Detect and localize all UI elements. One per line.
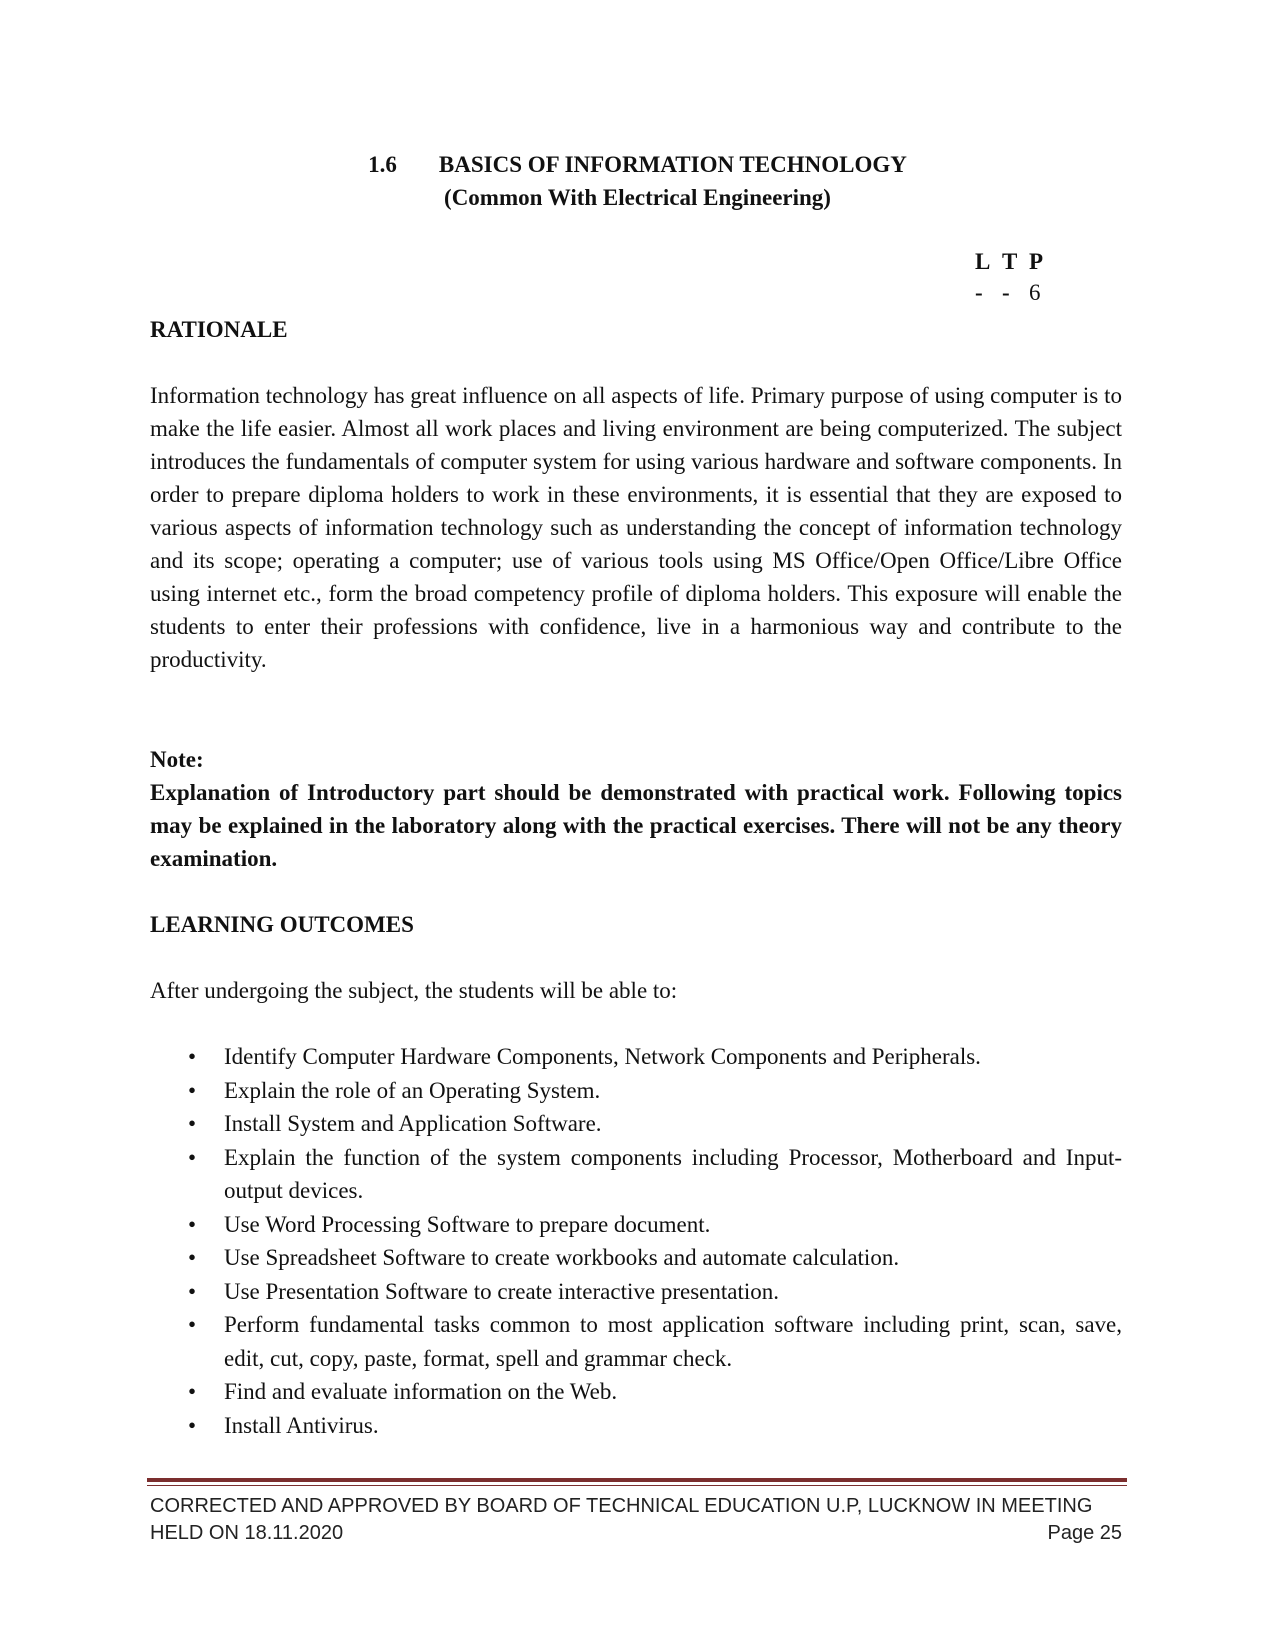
list-item — [150, 1107, 1122, 1141]
bullet-icon: • — [188, 1044, 197, 1069]
bullet-icon: • — [188, 1245, 197, 1270]
list-item — [150, 1040, 1122, 1074]
list-item-text: Use Spreadsheet Software to create workbooks and automate calculation. — [224, 1245, 900, 1270]
list-item-text: Install Antivirus. — [224, 1412, 379, 1438]
title-block — [0, 148, 1275, 214]
list-item-text: Identify Computer Hardware Components, Network Components and Peripherals. — [224, 1044, 981, 1069]
footer-meeting-date: HELD ON 18.11.2020 — [150, 1522, 344, 1544]
page-number: Page 25 — [1047, 1522, 1122, 1544]
page-title: BASICS OF INFORMATION TECHNOLOGY — [438, 152, 907, 177]
ltp-value-l: - — [975, 280, 983, 305]
list-item-text: Find and evaluate information on the Web. — [224, 1379, 618, 1404]
list-item — [150, 1241, 1122, 1275]
ltp-value-p: 6 — [1029, 280, 1041, 305]
rationale-paragraph: Information technology has great influence on all aspects of life. Primary purpose of using computer is to make the life easier. Almost all work places and living environment are being computerized. The subject introduces the fundamentals of computer system for using various hardware and software components. In order to prepare diploma holders to work in these environments, it is essential that they are exposed to various aspects of information technology such as understanding the concept of information technology and its scope; operating a computer; use of various tools using MS Office/Open Office/Libre Office using internet etc., form the broad competency profile of diploma holders. This exposure will enable the students to enter their professions with confidence, live in a harmonious way and contribute to the productivity. — [150, 383, 1122, 672]
ltp-value-row — [975, 277, 1056, 308]
ltp-label-t: T — [1002, 249, 1018, 274]
bullet-icon: • — [188, 1379, 197, 1404]
bullet-icon: • — [188, 1412, 197, 1438]
bullet-icon: • — [188, 1144, 197, 1170]
list-item-text: Install System and Application Software. — [224, 1111, 602, 1136]
section-number: 1.6 — [368, 152, 397, 177]
list-item-text: Use Word Processing Software to prepare document. — [224, 1211, 711, 1237]
bullet-icon: • — [188, 1077, 197, 1103]
list-item — [150, 1208, 1122, 1242]
footer-divider-thin — [147, 1485, 1127, 1486]
list-item-text: Perform fundamental tasks common to most application software including print, scan, save, edit, cut, copy, paste, format, spell and grammar check. — [224, 1312, 1122, 1371]
list-item — [150, 1375, 1122, 1409]
bullet-icon: • — [188, 1278, 197, 1304]
ltp-header-row — [975, 246, 1056, 277]
bullet-icon: • — [188, 1111, 197, 1136]
bullet-icon: • — [188, 1211, 197, 1237]
list-item-text: Explain the role of an Operating System. — [224, 1077, 601, 1103]
ltp-label-l: L — [975, 249, 991, 274]
learning-outcomes-heading: LEARNING OUTCOMES — [150, 912, 414, 937]
list-item — [150, 1074, 1122, 1108]
note-label: Note: — [150, 747, 204, 772]
title-line — [0, 148, 1275, 181]
page-footer — [150, 1493, 1122, 1547]
learning-outcomes-intro: After undergoing the subject, the students will be able to: — [150, 978, 678, 1003]
list-item-text: Explain the function of the system components including Processor, Motherboard and Input-output devices. — [224, 1144, 1122, 1203]
rationale-heading: RATIONALE — [150, 317, 288, 342]
list-item — [150, 1275, 1122, 1309]
footer-approval-text: CORRECTED AND APPROVED BY BOARD OF TECHNICAL EDUCATION U.P, LUCKNOW IN MEETING — [150, 1495, 1093, 1517]
page-subtitle: (Common With Electrical Engineering) — [444, 185, 831, 210]
ltp-label-p: P — [1029, 249, 1044, 274]
list-item — [150, 1141, 1122, 1208]
list-item — [150, 1308, 1122, 1375]
list-item-text: Use Presentation Software to create interactive presentation. — [224, 1278, 779, 1304]
footer-divider — [147, 1478, 1127, 1482]
note-paragraph: Explanation of Introductory part should be demonstrated with practical work. Following topics may be explained in the laboratory along with the practical exercises. There will not be any theory examination. — [150, 780, 1122, 871]
list-item — [150, 1409, 1122, 1443]
ltp-table — [975, 246, 1056, 308]
learning-outcomes-list — [150, 1040, 1122, 1442]
bullet-icon: • — [188, 1312, 197, 1337]
footer-row — [150, 1520, 1122, 1547]
ltp-value-t: - — [1002, 280, 1010, 305]
